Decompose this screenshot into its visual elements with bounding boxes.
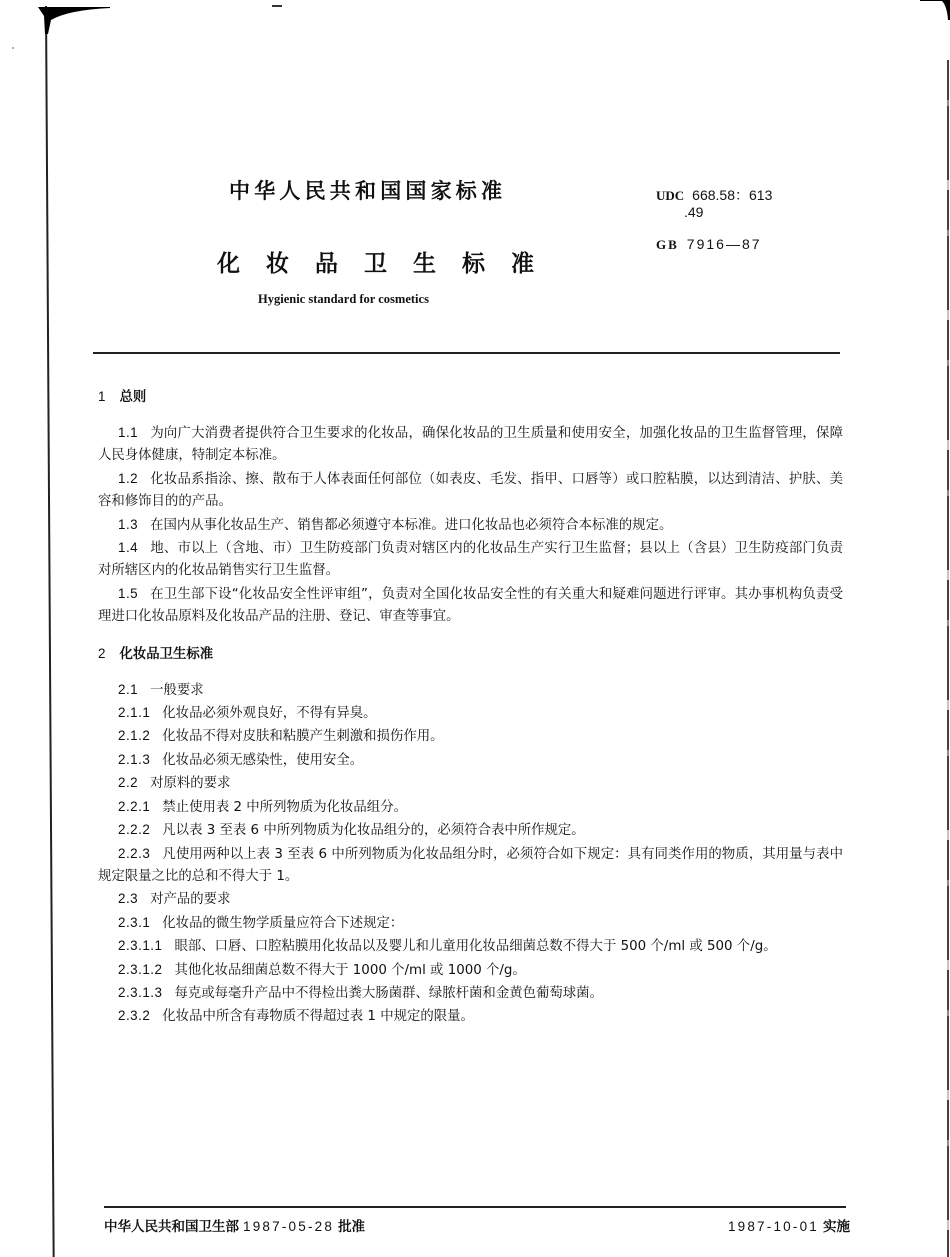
clause-number: 2.3.1	[118, 914, 151, 930]
clause-number: 2.3.1.1	[118, 938, 163, 954]
clause-number: 1.2	[118, 470, 139, 486]
approval-info	[104, 1215, 365, 1235]
clause-text: 其他化妆品细菌总数不得大于 1000 个/ml 或 1000 个/g。	[174, 962, 526, 978]
clause-text: 化妆品必须外观良好，不得有异臭。	[162, 706, 377, 722]
header-divider	[93, 352, 840, 354]
scan-edge-left	[45, 6, 55, 1257]
clause	[98, 537, 843, 583]
document-title-en: Hygienic standard for cosmetics	[258, 292, 429, 306]
gb-code	[656, 236, 762, 253]
clause-number: 2.1.3	[118, 751, 151, 767]
clause-number: 1.4	[118, 540, 139, 556]
clause-number: 2.3.2	[118, 1008, 151, 1024]
approver: 中华人民共和国卫生部	[104, 1219, 239, 1235]
effective-date: 1987-10-01	[727, 1219, 819, 1234]
clause-number: 2.3	[118, 891, 139, 907]
clause	[98, 935, 843, 958]
udc-label: UDC	[656, 188, 685, 203]
scan-corner-mark	[38, 6, 110, 34]
section-number: 2	[98, 645, 106, 661]
clause	[98, 679, 843, 702]
standard-type: 中华人民共和国国家标准	[229, 179, 507, 203]
clause-number: 2.2	[118, 775, 139, 791]
clause-text: 凡以表 3 至表 6 中所列物质为化妆品组分的，必须符合表中所作规定。	[162, 823, 585, 839]
clause	[98, 982, 843, 1005]
gb-value: 7916—87	[686, 236, 762, 252]
clause	[98, 514, 843, 537]
clause	[98, 819, 843, 842]
udc-code	[656, 187, 772, 221]
gb-label: GB	[656, 237, 679, 252]
clause-text: 每克或每毫升产品中不得检出粪大肠菌群、绿脓杆菌和金黄色葡萄球菌。	[174, 985, 603, 1001]
clause-number: 1.3	[118, 516, 139, 532]
section-heading	[98, 643, 843, 665]
udc-value: 668.58：613	[692, 187, 773, 203]
scan-tick	[272, 5, 282, 7]
clause-number: 2.3.1.2	[118, 961, 163, 977]
udc-continuation: .49	[684, 204, 704, 220]
clause-text: 化妆品系指涂、擦、散布于人体表面任何部位（如表皮、毛发、指甲、口唇等）或口腔粘膜，以达到清洁、护肤、美容和修饰目的的产品。	[98, 471, 843, 510]
clause-number: 2.1	[118, 681, 139, 697]
document-body	[98, 386, 843, 1029]
effective-info	[724, 1215, 850, 1235]
clause-text: 为向广大消费者提供符合卫生要求的化妆品，确保化妆品的卫生质量和使用安全，加强化妆品的卫生监督管理，保障人民身体健康，特制定本标准。	[98, 426, 843, 464]
clause	[98, 725, 843, 748]
clause-text: 在国内从事化妆品生产、销售都必须遵守本标准。进口化妆品也必须符合本标准的规定。	[150, 517, 673, 533]
clause	[98, 749, 843, 772]
clause-number: 2.1.1	[118, 705, 151, 721]
clause	[98, 959, 843, 982]
section-heading	[98, 386, 843, 408]
clause-text: 化妆品不得对皮肤和粘膜产生刺激和损伤作用。	[162, 729, 444, 745]
clause	[98, 583, 843, 629]
clause-number: 2.2.2	[118, 822, 151, 838]
clause-text: 对原料的要求	[150, 776, 231, 792]
clause-text: 眼部、口唇、口腔粘膜用化妆品以及婴儿和儿童用化妆品细菌总数不得大于 500 个/ml 或 500 个/g。	[174, 939, 777, 955]
clause	[98, 468, 843, 514]
clause-text: 化妆品必须无感染性，使用安全。	[162, 752, 364, 768]
approval-date: 1987-05-28	[243, 1219, 335, 1234]
clause-number: 1.5	[118, 585, 139, 601]
scan-corner-mark-right	[920, 0, 950, 20]
clause-number: 1.1	[118, 425, 139, 440]
clause	[98, 888, 843, 911]
clause-text: 化妆品的微生物学质量应符合下述规定：	[162, 915, 404, 931]
clause-text: 化妆品中所含有毒物质不得超过表 1 中规定的限量。	[162, 1009, 474, 1025]
clause	[98, 772, 843, 795]
clause-number: 2.3.1.3	[118, 984, 163, 1000]
clause	[98, 422, 843, 468]
clause-text: 凡使用两种以上表 3 至表 6 中所列物质为化妆品组分时，必须符合如下规定：具有同类作用的物质，其用量与表中规定限量之比的总和不得大于 1。	[98, 846, 843, 884]
document-title: 化妆品卫生标准	[217, 251, 560, 277]
clause	[98, 912, 843, 935]
clause-number: 2.2.3	[118, 845, 151, 861]
section-number: 1	[98, 389, 106, 404]
clause-text: 对产品的要求	[150, 892, 231, 908]
effective-suffix: 实施	[823, 1219, 850, 1235]
clause-text: 禁止使用表 2 中所列物质为化妆品组分。	[162, 799, 407, 815]
clause	[98, 843, 843, 889]
approval-suffix: 批准	[338, 1219, 366, 1235]
clause-text: 一般要求	[150, 682, 204, 698]
scan-dot	[12, 47, 14, 49]
section-title: 化妆品卫生标准	[119, 646, 214, 662]
clause	[98, 702, 843, 725]
scan-edge-right	[947, 60, 949, 1257]
clause-number: 2.1.2	[118, 728, 151, 744]
clause-text: 地、市以上（含地、市）卫生防疫部门负责对辖区内的化妆品生产实行卫生监督；县以上（含县）卫生防疫部门负责对所辖区内的化妆品销售实行卫生监督。	[98, 541, 843, 579]
clause-number: 2.2.1	[118, 798, 151, 814]
section-title: 总则	[119, 390, 147, 405]
clause	[98, 796, 843, 819]
clause	[98, 1005, 843, 1028]
clause-text: 在卫生部下设“化妆品安全性评审组”，负责对全国化妆品安全性的有关重大和疑难问题进行评审。其办事机构负责受理进口化妆品原料及化妆品产品的注册、登记、审查等事宜。	[98, 586, 843, 625]
footer-divider	[104, 1206, 846, 1208]
